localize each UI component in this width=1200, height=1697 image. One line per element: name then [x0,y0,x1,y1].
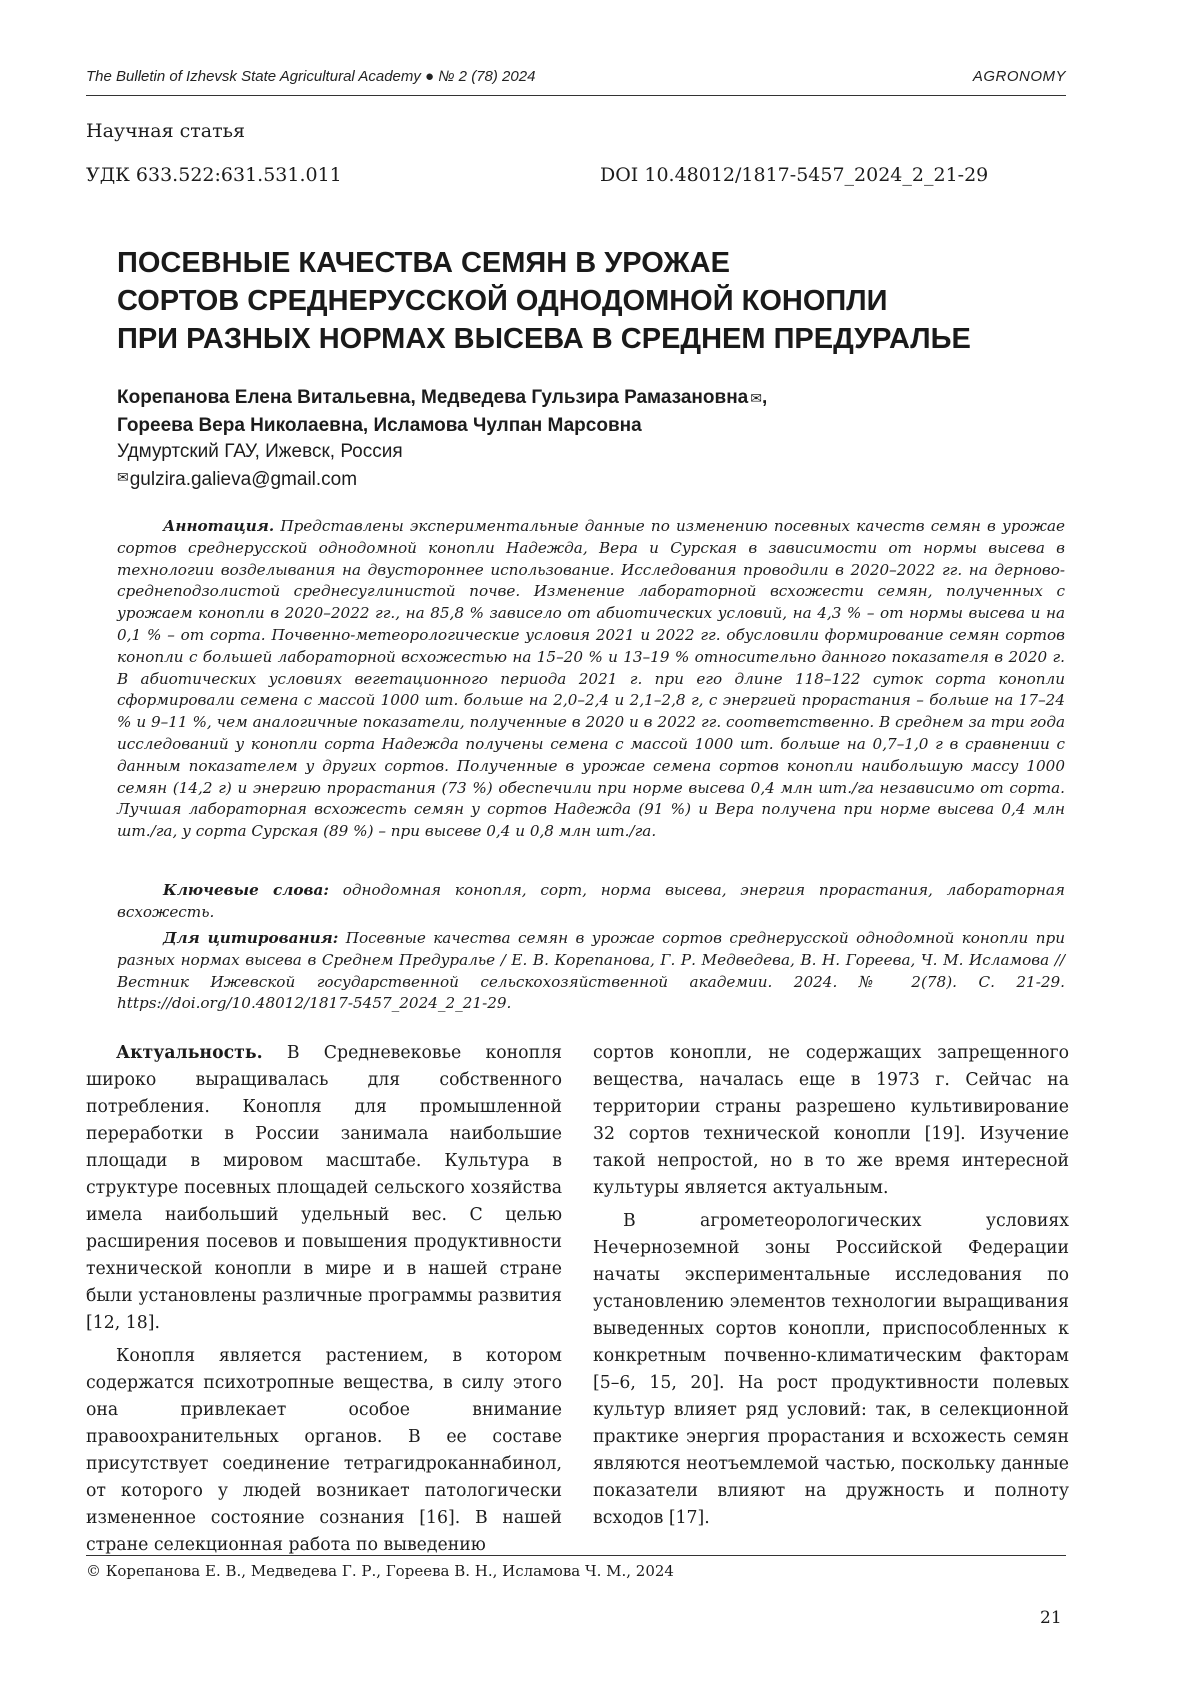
keywords-text: однодомная конопля, сорт, норма высева, энергия прорастания, лабораторная всхожесть. [117,881,1065,921]
email-link[interactable]: gulzira.galieva@gmail.com [129,469,358,490]
contact-email [117,469,357,491]
abstract [117,516,1065,843]
article-title [117,244,1057,358]
body-column-right [593,1040,1069,1538]
abstract-label: Аннотация. [163,517,275,535]
copyright: © Корепанова Е. В., Медведева Г. Р., Гореева В. Н., Исламова Ч. М., 2024 [86,1562,674,1580]
paragraph-relevance [86,1040,562,1337]
paragraph: сортов конопли, не содержащих запрещенного вещества, началась еще в 1973 г. Сейчас на территории страны разрешено культивирование 32 сортов технической конопли [19]. Изучение такой непростой, но в то же время интересной культуры является актуальным. [593,1043,1069,1198]
envelope-icon: ✉ [117,469,129,485]
affiliation: Удмуртский ГАУ, Ижевск, Россия [117,441,403,462]
authors-line-2: Гореева Вера Николаевна, Исламова Чулпан Марсовна [117,415,642,436]
title-line: ПРИ РАЗНЫХ НОРМАХ ВЫСЕВА В СРЕДНЕМ ПРЕДУРАЛЬЕ [117,323,971,355]
citation [117,928,1065,1015]
keywords [117,880,1065,924]
citation-text: Посевные качества семян в урожае сортов среднерусской однодомной конопли при разных нормах высева в Среднем Предуралье / Е. В. Корепанова, Г. Р. Медведева, В. Н. Гореева, Ч. М. Исламова // Вестник Ижевской государственной сельскохозяйственной академии. 2024. № 2(78). С. 21-29. https://doi.org/10.48012/1817-5457_2024_2_21-29. [117,929,1065,1013]
relevance-text: В Средневековье конопля широко выращивалась для собственного потребления. Конопля для промышленной переработки в России занимала наибольшие площади в мировом масштабе. Культура в структуре посевных площадей сельского хозяйства имела наибольший удельный вес. С целью расширения посевов и повышения продуктивности технической конопли в мире и в нашей стране были установлены различные программы развития [12, 18]. [86,1043,562,1333]
authors-line-1 [117,384,767,412]
authors [117,384,767,440]
authors-text-1: Корепанова Елена Витальевна, Медведева Гульзира Рамазановна [117,387,749,408]
citation-label: Для цитирования: [163,929,339,947]
journal-header: The Bulletin of Izhevsk State Agricultural Academy ● № 2 (78) 2024 [86,68,536,85]
paragraph: Конопля является растением, в котором содержатся психотропные вещества, в силу этого она привлекает особое внимание правоохранительных органов. В ее составе присутствует соединение тетрагидроканнабинол, от которого у людей возникает патологически измененное состояние сознания [16]. В нашей стране селекционная работа по выведению [86,1346,562,1555]
footer-divider [86,1555,1066,1556]
udk-code: УДК 633.522:631.531.011 [86,164,342,186]
keywords-label: Ключевые слова: [163,881,329,899]
envelope-icon: ✉ [750,390,762,406]
authors-comma: , [761,387,768,408]
relevance-label: Актуальность. [116,1043,263,1063]
doi: DOI 10.48012/1817-5457_2024_2_21-29 [600,164,989,186]
section-header: AGRONOMY [972,68,1066,85]
abstract-text: Представлены экспериментальные данные по изменению посевных качеств семян в урожае сортов среднерусской однодомной конопли Надежда, Вера и Сурская в зависимости от нормы высева в технологии возделывания на двустороннее использование. Исследования проводили в 2020–2022 гг. на дерново-среднеподзолистой среднесуглинистой почве. Изменение лабораторной всхожести семян, полученных с урожаем конопли в 2020–2022 гг., на 85,8 % зависело от абиотических условий, на 4,3 % – от нормы высева и на 0,1 % – от сорта. Почвенно-метеорологические условия 2021 и 2022 гг. обусловили формирование семян сортов конопли с большей лабораторной всхожестью на 15–20 % и 13–19 % относительно данного показателя в 2020 г. В абиотических условиях вегетационного периода 2021 г. при его длине 118–122 суток сорта конопли сформировали семена с массой 1000 шт. больше на 2,0–2,4 и 2,1–2,8 г, с энергией прорастания – больше на 17–24 % и 9–11 %, чем аналогичные показатели, полученные в 2020 и в 2022 гг. соответственно. В среднем за три года исследований у конопли сорта Надежда получены семена с массой 1000 шт. больше на 0,7–1,0 г в сравнении с данным показателем у других сортов. Полученные в урожае семена сортов конопли наибольшую массу 1000 семян (14,2 г) и энергию прорастания (73 %) обеспечили при норме высева 0,4 млн шт./га независимо от сорта. Лучшая лабораторная всхожесть семян у сортов Надежда (91 %) и Вера получена при норме высева 0,4 млн шт./га, у сорта Сурская (89 %) – при высеве 0,4 и 0,8 млн шт./га. [117,517,1065,841]
paragraph: В агрометеорологических условиях Нечерноземной зоны Российской Федерации начаты экспериментальные исследования по установлению элементов технологии выращивания выведенных сортов конопли, приспособленных к конкретным почвенно-климатическим факторам [5–6, 15, 20]. На рост продуктивности полевых культур влияет ряд условий: так, в селекционной практике энергия прорастания и всхожесть семян являются неотъемлемой частью, поскольку данные показатели влияют на дружность и полноту всходов [17]. [593,1211,1069,1528]
title-line: ПОСЕВНЫЕ КАЧЕСТВА СЕМЯН В УРОЖАЕ [117,247,730,279]
body-column-left [86,1040,562,1565]
title-line: СОРТОВ СРЕДНЕРУССКОЙ ОДНОДОМНОЙ КОНОПЛИ [117,285,888,317]
page-number: 21 [1040,1608,1062,1628]
header-divider [86,95,1066,96]
article-type: Научная статья [86,120,245,142]
